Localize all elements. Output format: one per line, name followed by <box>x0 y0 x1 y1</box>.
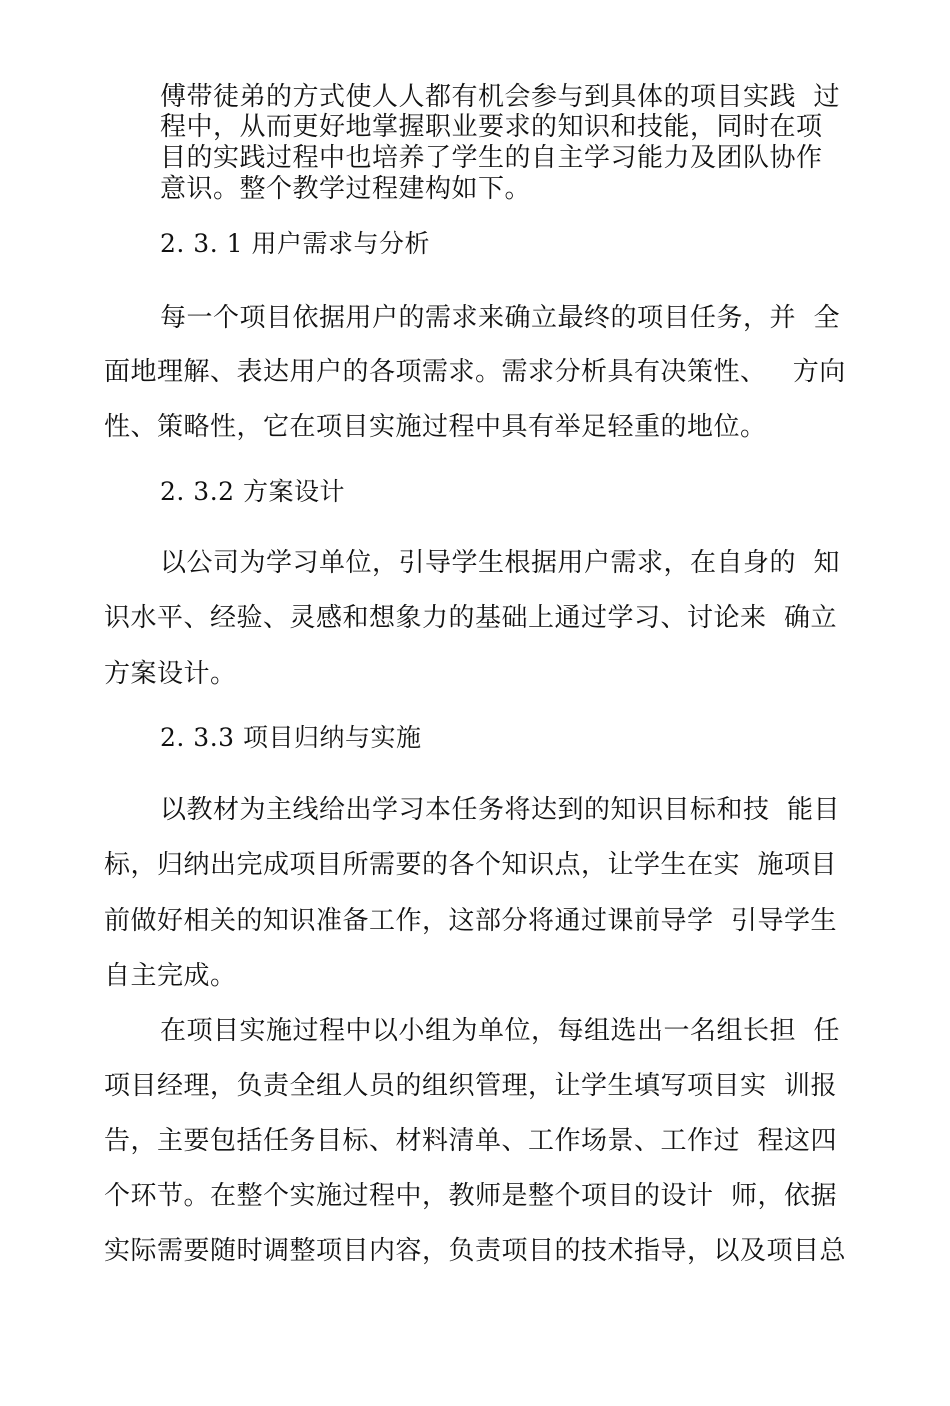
section-2-3-3-p1-line-1: 以教材为主线给出学习本任务将达到的知识目标和技 能目 <box>160 795 841 825</box>
section-2-3-3-p1-line-3: 前做好相关的知识准备工作，这部分将通过课前导学 引导学生 <box>104 906 838 936</box>
intro-line-1: 傅带徒弟的方式使人人都有机会参与到具体的项目实践 过 <box>160 82 841 112</box>
section-2-3-2-line-2: 识水平、经验、灵感和想象力的基础上通过学习、讨论来 确立 <box>104 603 838 633</box>
section-heading-2-3-2: 2. 3.2 方案设计 <box>160 477 346 506</box>
section-2-3-3-p1-line-4: 自主完成。 <box>104 961 237 991</box>
section-2-3-1-line-2: 面地理解、表达用户的各项需求。需求分析具有决策性、 方向 <box>104 357 846 387</box>
section-2-3-3-p2-line-2: 项目经理，负责全组人员的组织管理，让学生填写项目实 训报 <box>104 1071 838 1101</box>
intro-line-2: 程中，从而更好地掌握职业要求的知识和技能，同时在项 <box>160 112 823 142</box>
section-2-3-3-p2-line-3: 告，主要包括任务目标、材料清单、工作场景、工作过 程这四 <box>104 1126 838 1156</box>
intro-line-4: 意识。整个教学过程建构如下。 <box>160 174 532 204</box>
section-2-3-3-p2-line-4: 个环节。在整个实施过程中，教师是整个项目的设计 师，依据 <box>104 1181 838 1211</box>
section-2-3-3-p2-line-5: 实际需要随时调整项目内容，负责项目的技术指导，以及项目总 <box>104 1236 847 1266</box>
section-2-3-1-line-1: 每一个项目依据用户的需求来确立最终的项目任务，并 全 <box>160 303 841 333</box>
intro-line-3: 目的实践过程中也培养了学生的自主学习能力及团队协作 <box>160 143 823 173</box>
section-heading-2-3-3: 2. 3.3 项目归纳与实施 <box>160 723 422 752</box>
section-heading-2-3-1: 2. 3. 1 用户需求与分析 <box>160 229 430 258</box>
section-2-3-3-p1-line-2: 标，归纳出完成项目所需要的各个知识点，让学生在实 施项目 <box>104 850 838 880</box>
section-2-3-3-p2-line-1: 在项目实施过程中以小组为单位，每组选出一名组长担 任 <box>160 1016 841 1046</box>
section-2-3-1-line-3: 性、策略性，它在项目实施过程中具有举足轻重的地位。 <box>104 412 767 442</box>
section-2-3-2-line-1: 以公司为学习单位，引导学生根据用户需求，在自身的 知 <box>160 548 841 578</box>
section-2-3-2-line-3: 方案设计。 <box>104 659 237 689</box>
